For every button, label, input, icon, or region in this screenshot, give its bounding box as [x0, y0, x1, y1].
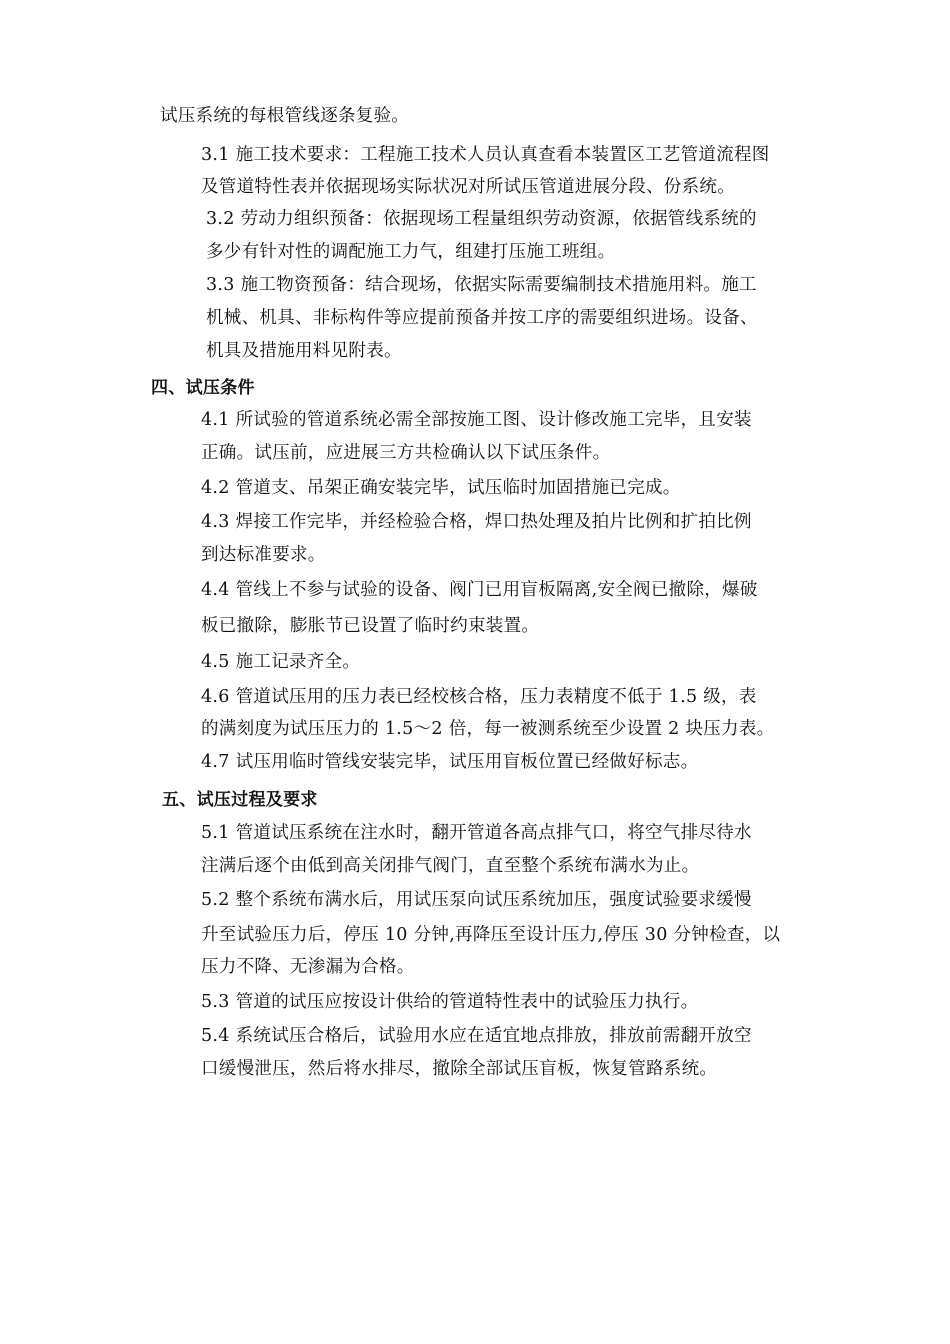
- paragraph-line: 4.4 管线上不参与试验的设备、阀门已用盲板隔离,安全阀已撤除，爆破: [201, 580, 758, 600]
- paragraph-line: 到达标准要求。: [201, 545, 326, 565]
- paragraph-line: 3.3 施工物资预备：结合现场，依据实际需要编制技术措施用料。施工: [206, 275, 757, 295]
- paragraph-line: 4.6 管道试压用的压力表已经校核合格，压力表精度不低于 1.5 级，表: [201, 687, 757, 707]
- intro-line: 试压系统的每根管线逐条复验。: [160, 106, 410, 126]
- paragraph-line: 4.7 试压用临时管线安装完毕，试压用盲板位置已经做好标志。: [201, 752, 699, 772]
- paragraph-line: 5.4 系统试压合格后，试验用水应在适宜地点排放，排放前需翻开放空: [201, 1026, 752, 1046]
- paragraph-line: 5.3 管道的试压应按设计供给的管道特性表中的试验压力执行。: [201, 992, 699, 1012]
- paragraph-line: 多少有针对性的调配施工力气，组建打压施工班组。: [206, 242, 616, 262]
- paragraph-line: 口缓慢泄压，然后将水排尽，撤除全部试压盲板，恢复管路系统。: [201, 1059, 718, 1079]
- paragraph-line: 4.3 焊接工作完毕，并经检验合格，焊口热处理及拍片比例和扩拍比例: [201, 512, 752, 532]
- paragraph-line: 4.2 管道支、吊架正确安装完毕，试压临时加固措施已完成。: [201, 478, 681, 498]
- paragraph-line: 板已撤除，膨胀节已设置了临时约束装置。: [201, 616, 540, 636]
- paragraph-line: 机械、机具、非标构件等应提前预备并按工序的需要组织进场。设备、: [206, 308, 758, 328]
- section-heading: 五、试压过程及要求: [162, 790, 318, 810]
- paragraph-line: 4.5 施工记录齐全。: [201, 652, 361, 672]
- paragraph-line: 及管道特性表并依据现场实际状况对所试压管道进展分段、份系统。: [201, 177, 735, 197]
- paragraph-line: 注满后逐个由低到高关闭排气阀门，直至整个系统布满水为止。: [201, 856, 700, 876]
- section-heading: 四、试压条件: [151, 378, 255, 398]
- paragraph-line: 3.2 劳动力组织预备：依据现场工程量组织劳动资源，依据管线系统的: [206, 209, 757, 229]
- paragraph-line: 机具及措施用料见附表。: [206, 341, 402, 361]
- paragraph-line: 的满刻度为试压压力的 1.5～2 倍，每一被测系统至少设置 2 块压力表。: [201, 719, 775, 739]
- paragraph-line: 正确。试压前，应进展三方共检确认以下试压条件。: [201, 443, 611, 463]
- paragraph-line: 5.1 管道试压系统在注水时，翻开管道各高点排气口，将空气排尽待水: [201, 823, 752, 843]
- paragraph-line: 3.1 施工技术要求：工程施工技术人员认真查看本装置区工艺管道流程图: [201, 145, 770, 165]
- paragraph-line: 压力不降、无渗漏为合格。: [201, 957, 415, 977]
- paragraph-line: 4.1 所试验的管道系统必需全部按施工图、设计修改施工完毕，且安装: [201, 410, 752, 430]
- paragraph-line: 5.2 整个系统布满水后，用试压泵向试压系统加压，强度试验要求缓慢: [201, 890, 752, 910]
- paragraph-line: 升至试验压力后，停压 10 分钟,再降压至设计压力,停压 30 分钟检查，以: [201, 925, 781, 945]
